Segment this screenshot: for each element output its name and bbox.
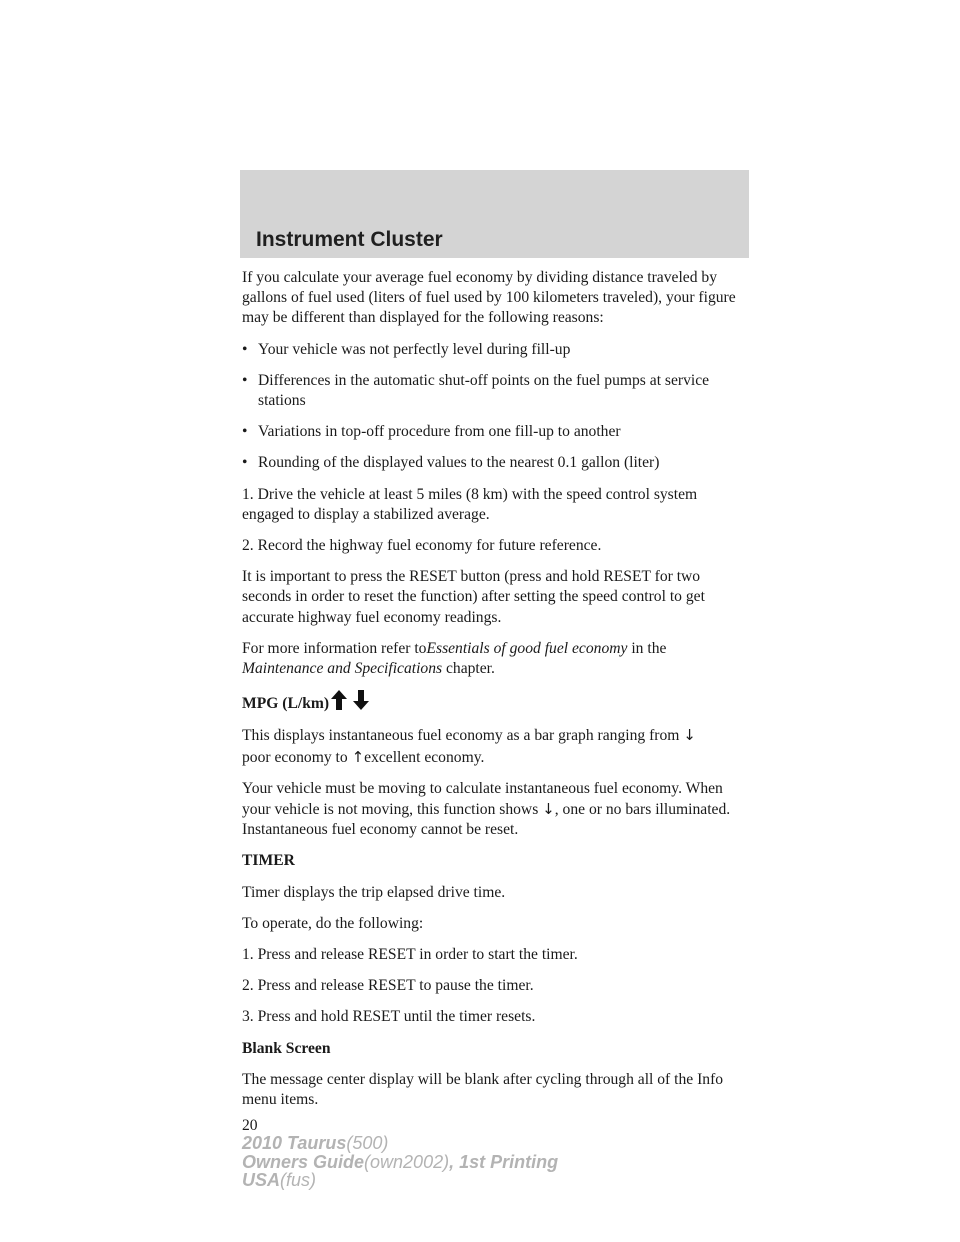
more-info: For more information refer toEssentials of good fuel economy in the Maintenance and Specifications chapter. xyxy=(242,639,667,678)
list-item: • Rounding of the displayed values to the nearest 0.1 gallon (liter) xyxy=(242,453,750,473)
arrow-up-bold-icon xyxy=(331,690,347,710)
arrow-down-icon: ↓ xyxy=(542,800,555,819)
section-title: Instrument Cluster xyxy=(256,228,443,251)
timer-heading: TIMER xyxy=(242,852,295,870)
timer-step-3: 3. Press and hold RESET until the timer resets. xyxy=(242,1008,536,1026)
bullet-icon: • xyxy=(242,371,248,389)
blank-screen-description: The message center display will be blank after cycling through all of the Info menu items. xyxy=(242,1070,724,1109)
step-1: 1. Drive the vehicle at least 5 miles (8 km) with the speed control system engaged to display a stabilized average. xyxy=(242,485,698,523)
list-item: • Your vehicle was not perfectly level during fill-up xyxy=(242,340,750,360)
footer-line-2: Owners Guide(own2002), 1st Printing xyxy=(242,1151,559,1172)
mpg-description: This displays instantaneous fuel economy as a bar graph ranging from ↓ poor economy to ↑excellent economy. xyxy=(242,726,696,766)
page-number: 20 xyxy=(242,1117,258,1135)
page-content xyxy=(242,268,750,1148)
mpg-note: Your vehicle must be moving to calculate instantaneous fuel economy. When your vehicle is not moving, this function shows ↓, one or no bars illuminated. Instantaneous fuel economy cannot be reset. xyxy=(242,779,731,839)
intro-paragraph: If you calculate your average fuel economy by dividing distance traveled by gallons of fuel used (liters of fuel used by 100 kilometers traveled), your figure may be different than displayed for the following reasons: xyxy=(242,269,736,327)
timer-step-2: 2. Press and release RESET to pause the timer. xyxy=(242,977,534,995)
timer-intro: To operate, do the following: xyxy=(242,914,424,932)
timer-step-1: 1. Press and release RESET in order to start the timer. xyxy=(242,946,578,964)
print-footer xyxy=(242,1134,558,1190)
arrow-down-bold-icon xyxy=(353,690,369,710)
bullet-icon: • xyxy=(242,340,248,358)
blank-screen-heading: Blank Screen xyxy=(242,1039,331,1057)
bullet-icon: • xyxy=(242,454,248,472)
reference-essentials: Essentials of good fuel economy xyxy=(426,639,628,657)
arrow-down-icon: ↓ xyxy=(683,726,696,745)
footer-line-1: 2010 Taurus(500) xyxy=(242,1133,389,1153)
bullet-icon: • xyxy=(242,423,248,441)
reference-maintenance: Maintenance and Specifications xyxy=(242,660,443,678)
timer-description: Timer displays the trip elapsed drive time. xyxy=(242,883,506,901)
reset-note: It is important to press the RESET button (press and hold RESET for two seconds in order to reset the function) after setting the speed control to get accurate highway fuel economy readings. xyxy=(242,568,705,626)
step-2: 2. Record the highway fuel economy for future reference. xyxy=(242,537,602,555)
arrow-up-icon: ↑ xyxy=(351,747,365,766)
list-item: • Variations in top-off procedure from one fill-up to another xyxy=(242,422,750,442)
footer-line-3: USA(fus) xyxy=(242,1170,317,1190)
mpg-heading: MPG (L/km) xyxy=(242,690,750,714)
list-item: • Differences in the automatic shut-off points on the fuel pumps at service stations xyxy=(242,371,710,410)
